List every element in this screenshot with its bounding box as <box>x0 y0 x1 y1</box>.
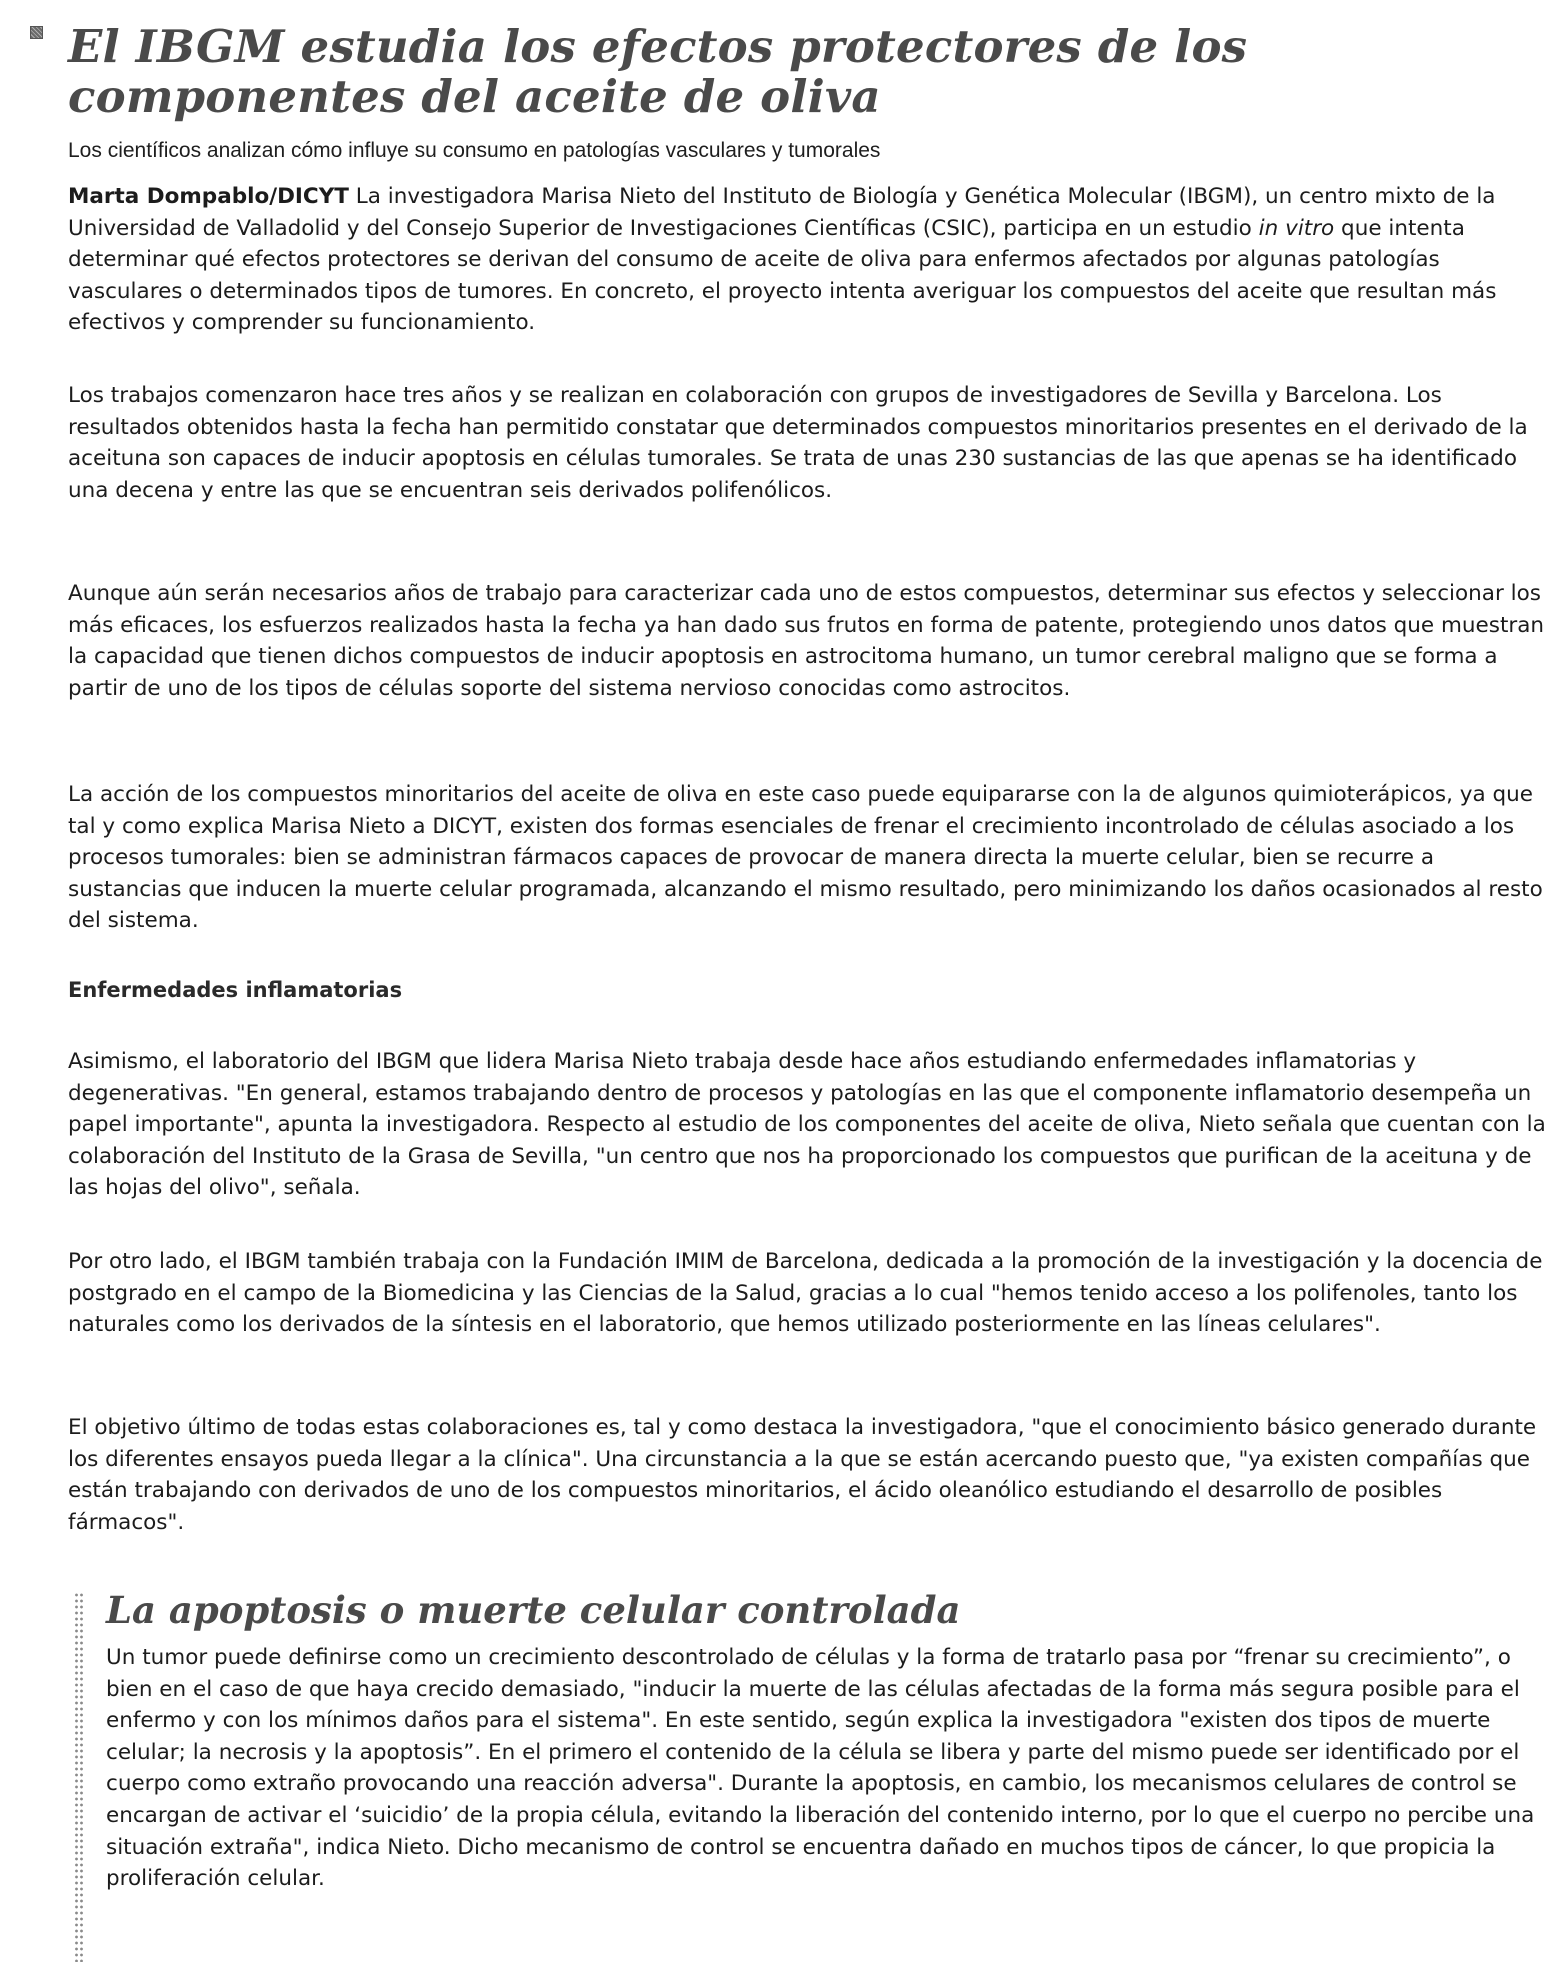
sidebar-box-dotted-border <box>74 1592 84 1962</box>
paragraph-7: El objetivo último de todas estas colaboraciones es, tal y como destaca la investigadora, "que el conocimiento básico generado durante los diferentes ensayos pueda llegar a la clínica". Una circunstancia a la que se están acercando puesto que, "ya existen compañías que están trabajando con derivados de uno de los compuestos minoritarios, el ácido oleanólico estudiando el desarrollo de posibles fármacos". <box>68 1415 1537 1535</box>
section-heading: Enfermedades inflamatorias <box>68 978 403 1002</box>
paragraph-1 <box>68 181 1548 339</box>
paragraph-6: Por otro lado, el IBGM también trabaja con la Fundación IMIM de Barcelona, dedicada a la promoción de la investigación y la docencia de postgrado en el campo de la Biomedicina y las Ciencias de la Salud, gracias a lo cual "hemos tenido acceso a los polifenoles, tanto los naturales como los derivados de la síntesis en el laboratorio, que hemos utilizado posteriormente en las líneas celulares". <box>68 1249 1543 1338</box>
paragraph-1-part-b: que intenta determinar qué efectos protectores se derivan del consumo de aceite de oliva para enfermos afectados por algunas patologías vasculares o determinados tipos de tumores. En concreto, el proyecto intenta averiguar los compuestos del aceite que resultan más efectivos y comprender su funcionamiento. <box>68 215 1497 336</box>
paragraph-4: La acción de los compuestos minoritarios del aceite de oliva en este caso puede equipararse con la de algunos quimioterápicos, ya que tal y como explica Marisa Nieto a DICYT, existen dos formas esenciales de frenar el crecimiento incontrolado de células asociado a los procesos tumorales: bien se administran fármacos capaces de provocar de manera directa la muerte celular, bien se recurre a sustancias que inducen la muerte celular programada, alcanzando el mismo resultado, pero minimizando los daños ocasionados al resto del sistema. <box>68 782 1543 934</box>
byline: Marta Dompablo/DICYT <box>68 184 349 209</box>
article-subheadline: Los científicos analizan cómo influye su consumo en patologías vasculares y tumorales <box>68 139 881 162</box>
headline-bullet-icon <box>30 26 43 39</box>
paragraph-1-part-a: La investigadora Marisa Nieto del Instituto de Biología y Genética Molecular (IBGM), un centro mixto de la Universidad de Valladolid y del Consejo Superior de Investigaciones Científicas (CSIC), participa en un estudio <box>68 184 1496 241</box>
article-headline: El IBGM estudia los efectos protectores de los componentes del aceite de oliva <box>68 20 1248 123</box>
paragraph-5: Asimismo, el laboratorio del IBGM que lidera Marisa Nieto trabaja desde hace años estudiando enfermedades inflamatorias y degenerativas. "En general, estamos trabajando dentro de procesos y patologías en las que el componente inflamatorio desempeña un papel importante", apunta la investigadora. Respecto al estudio de los componentes del aceite de oliva, Nieto señala que cuentan con la colaboración del Instituto de la Grasa de Sevilla, "un centro que nos ha proporcionado los compuestos que purifican de la aceituna y de las hojas del olivo", señala. <box>68 1049 1546 1201</box>
paragraph-3: Aunque aún serán necesarios años de trabajo para caracterizar cada uno de estos compuestos, determinar sus efectos y seleccionar los más eficaces, los esfuerzos realizados hasta la fecha ya han dado sus frutos en forma de patente, protegiendo unos datos que muestran la capacidad que tienen dichos compuestos de inducir apoptosis en astrocitoma humano, un tumor cerebral maligno que se forma a partir de uno de los tipos de células soporte del sistema nervioso conocidas como astrocitos. <box>68 581 1545 701</box>
paragraph-2: Los trabajos comenzaron hace tres años y se realizan en colaboración con grupos de investigadores de Sevilla y Barcelona. Los resultados obtenidos hasta la fecha han permitido constatar que determinados compuestos minoritarios presentes en el derivado de la aceituna son capaces de inducir apoptosis en células tumorales. Se trata de unas 230 sustancias de las que apenas se ha identificado una decena y entre las que se encuentran seis derivados polifenólicos. <box>68 383 1528 503</box>
sidebar-box-title: La apoptosis o muerte celular controlada <box>106 1588 961 1632</box>
paragraph-1-italic: in vitro <box>1258 215 1335 241</box>
sidebar-box-text: Un tumor puede definirse como un crecimiento descontrolado de células y la forma de tratarlo pasa por “frenar su crecimiento”, o bien en el caso de que haya crecido demasiado, "inducir la muerte de las células afectadas de la forma más segura posible para el enfermo y con los mínimos daños para el sistema". En este sentido, según explica la investigadora "existen dos tipos de muerte celular; la necrosis y la apoptosis”. En el primero el contenido de la célula se libera y parte del mismo puede ser identificado por el cuerpo como extraño provocando una reacción adversa". Durante la apoptosis, en cambio, los mecanismos celulares de control se encargan de activar el ‘suicidio’ de la propia célula, evitando la liberación del contenido interno, por lo que el cuerpo no percibe una situación extraña", indica Nieto. Dicho mecanismo de control se encuentra dañado en muchos tipos de cáncer, lo que propicia la proliferación celular. <box>106 1645 1535 1892</box>
